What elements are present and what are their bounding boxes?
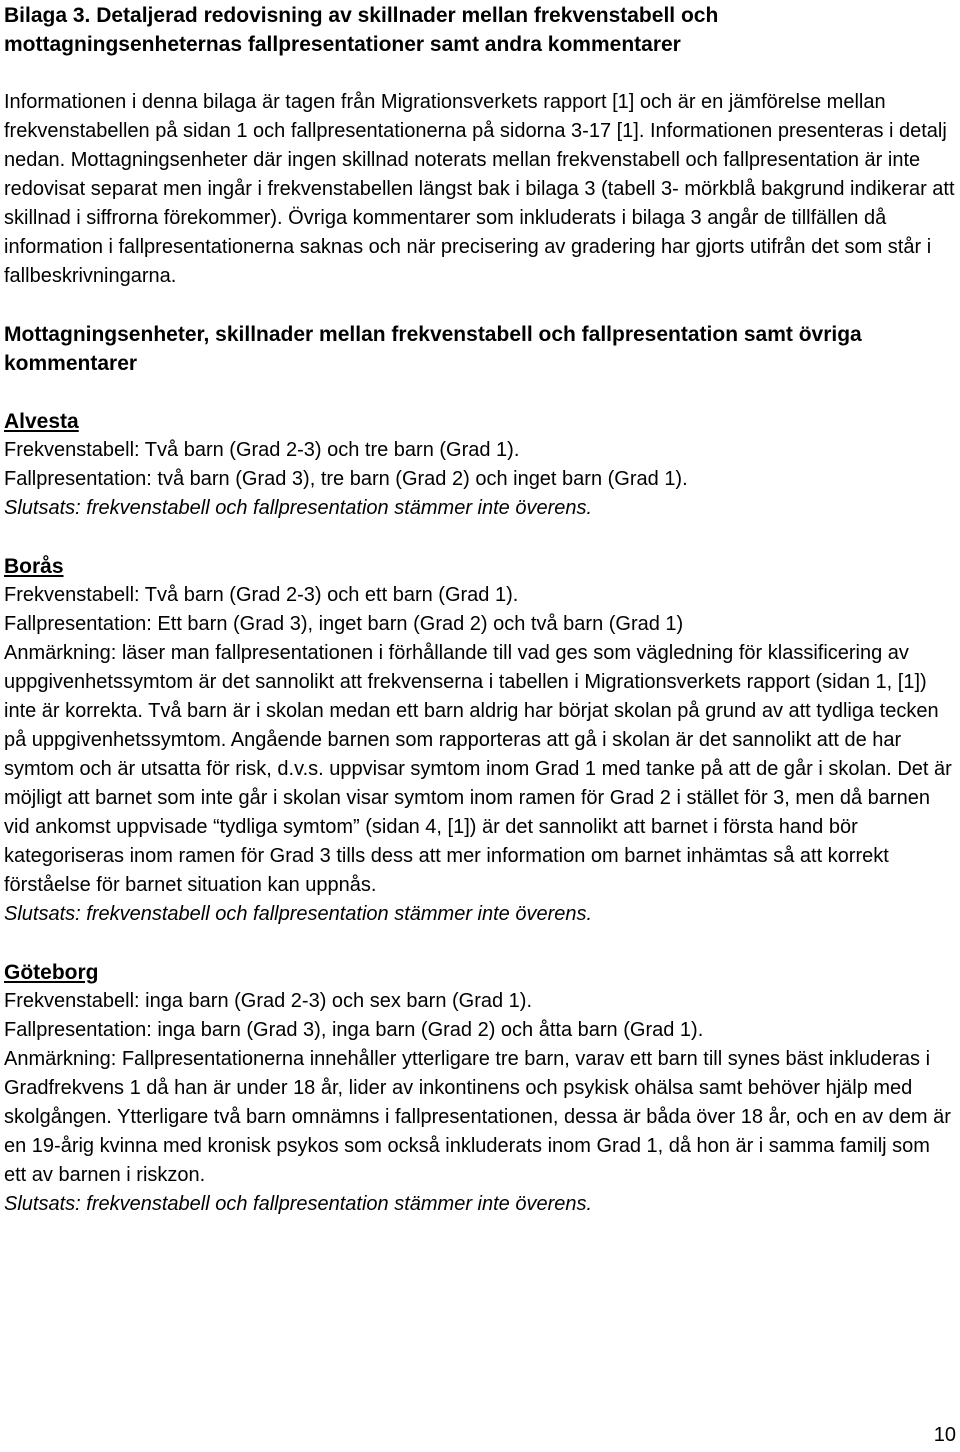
unit-goteborg <box>4 958 956 1219</box>
frekvenstabell-line: Frekvenstabell: Två barn (Grad 2-3) och tre barn (Grad 1). <box>4 439 520 461</box>
fallpresentation-line: Fallpresentation: inga barn (Grad 3), inga barn (Grad 2) och åtta barn (Grad 1). <box>4 1019 704 1041</box>
unit-name: Borås <box>4 555 64 578</box>
slutsats-line: Slutsats: frekvenstabell och fallpresentation stämmer inte överens. <box>4 1193 593 1215</box>
section-heading: Mottagningsenheter, skillnader mellan frekvenstabell och fallpresentation samt övriga kommentarer <box>4 323 862 375</box>
unit-boras <box>4 552 956 929</box>
slutsats-line: Slutsats: frekvenstabell och fallpresentation stämmer inte överens. <box>4 497 593 519</box>
anmarkning-paragraph: Anmärkning: Fallpresentationerna innehåller ytterligare tre barn, varav ett barn till synes bäst inkluderas i Gradfrekvens 1 då han är under 18 år, lider av inkontinens och psykisk ohälsa samt behöver hjälp med skolgången. Ytterligare två barn omnämns i fallpresentationen, dessa är båda över 18 år, och en av dem är en 19-årig kvinna med kronisk psykos som också inkluderats inom Grad 1, då hon är i samma familj som ett av barnen i riskzon. <box>4 1048 951 1186</box>
page-number: 10 <box>933 1424 956 1446</box>
frekvenstabell-line: Frekvenstabell: inga barn (Grad 2-3) och sex barn (Grad 1). <box>4 990 533 1012</box>
unit-alvesta <box>4 407 956 523</box>
document-title: Bilaga 3. Detaljerad redovisning av skillnader mellan frekvenstabell och mottagningsenheternas fallpresentationer samt andra kommentarer <box>4 4 719 56</box>
frekvenstabell-line: Frekvenstabell: Två barn (Grad 2-3) och ett barn (Grad 1). <box>4 584 519 606</box>
unit-name: Alvesta <box>4 410 79 433</box>
anmarkning-paragraph: Anmärkning: läser man fallpresentationen i förhållande till vad ges som vägledning för klassificering av uppgivenhetssymtom är det sannolikt att frekvenserna i tabellen i Migrationsverkets rapport (sidan 1, [1]) inte är korrekta. Två barn är i skolan medan ett barn aldrig har börjat skolan på grund av att tydliga tecken på uppgivenhetssymtom. Angående barnen som rapporteras att gå i skolan är det sannolikt att de har symtom och är utsatta för risk, d.v.s. uppvisar symtom inom Grad 1 med tanke på att de går i skolan. Det är möjligt att barnet som inte går i skolan visar symtom inom ramen för Grad 2 i stället för 3, men då barnen vid ankomst uppvisade “tydliga symtom” (sidan 4, [1]) är det sannolikt att barnet i första hand bör kategoriseras inom ramen för Grad 3 tills dess att mer information om barnet inhämtas så att korrekt förståelse för barnet situation kan uppnås. <box>4 642 952 896</box>
fallpresentation-line: Fallpresentation: två barn (Grad 3), tre barn (Grad 2) och inget barn (Grad 1). <box>4 468 688 490</box>
intro-paragraph: Informationen i denna bilaga är tagen från Migrationsverkets rapport [1] och är en jämförelse mellan frekvenstabellen på sidan 1 och fallpresentationerna på sidorna 3-17 [1]. Informationen presenteras i detalj nedan. Mottagningsenheter där ingen skillnad noterats mellan frekvenstabell och fallpresentation är inte redovisat separat men ingår i frekvenstabellen längst bak i bilaga 3 (tabell 3- mörkblå bakgrund indikerar att skillnad i siffrorna förekommer). Övriga kommentarer som inkluderats i bilaga 3 angår de tillfällen då information i fallpresentationerna saknas och när precisering av gradering har gjorts utifrån det som står i fallbeskrivningarna. <box>4 91 955 287</box>
unit-name: Göteborg <box>4 961 99 984</box>
fallpresentation-line: Fallpresentation: Ett barn (Grad 3), inget barn (Grad 2) och två barn (Grad 1) <box>4 613 684 635</box>
document-page <box>4 0 956 1219</box>
slutsats-line: Slutsats: frekvenstabell och fallpresentation stämmer inte överens. <box>4 903 593 925</box>
